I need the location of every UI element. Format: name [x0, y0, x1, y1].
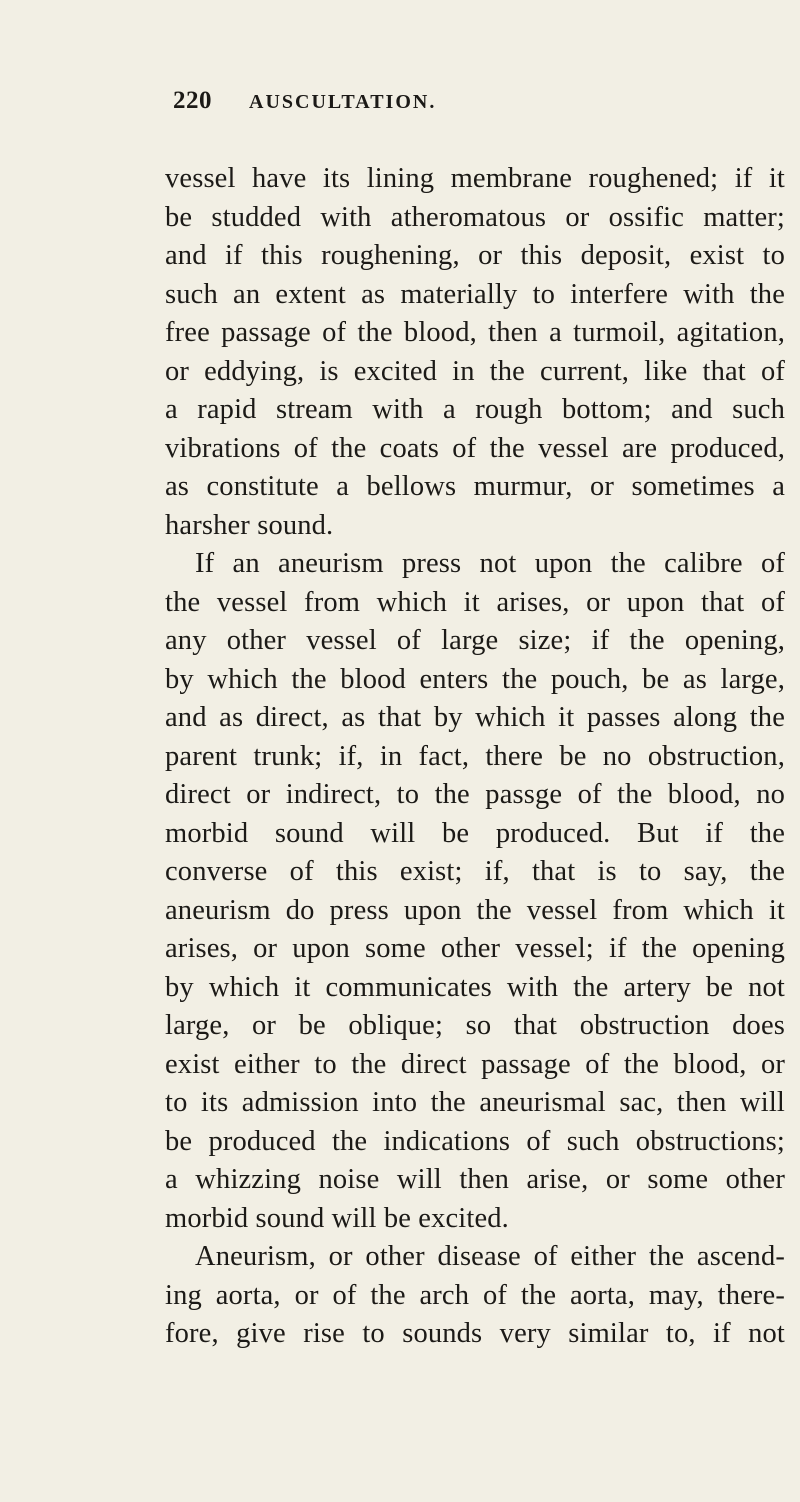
text-line: large, or be oblique; so that obstruction does [165, 1010, 785, 1041]
running-head [173, 87, 773, 127]
text-line: by which it communicates with the artery be not [165, 971, 785, 1003]
body-text [165, 160, 785, 1354]
text-line: vessel have its lining membrane roughened; if it [165, 163, 785, 194]
text-line: by which the blood enters the pouch, be as large, [165, 663, 785, 695]
page-number: 220 [173, 87, 212, 114]
text-line: ing aorta, or of the arch of the aorta, may, there- [165, 1279, 785, 1311]
text-line: and if this roughening, or this deposit, exist to [165, 240, 785, 271]
text-line: a whizzing noise will then arise, or some other [165, 1164, 785, 1195]
text-line: Aneurism, or other disease of either the ascend- [195, 1241, 785, 1272]
text-line: arises, or upon some other vessel; if the opening [165, 933, 785, 964]
text-line: such an extent as materially to interfere with the [165, 278, 785, 310]
text-line: parent trunk; if, in fact, there be no obstruction, [165, 740, 785, 772]
text-line: aneurism do press upon the vessel from which it [165, 894, 785, 926]
running-title: AUSCULTATION. [249, 91, 437, 113]
text-line: as constitute a bellows murmur, or sometimes a [165, 471, 785, 502]
text-line: converse of this exist; if, that is to say, the [165, 856, 785, 887]
text-line: be studded with atheromatous or ossific matter; [165, 201, 785, 233]
text-line: fore, give rise to sounds very similar to, if not [165, 1318, 785, 1349]
text-line: exist either to the direct passage of the blood, or [165, 1048, 785, 1080]
text-line: or eddying, is excited in the current, like that of [165, 355, 785, 387]
text-line: any other vessel of large size; if the opening, [165, 625, 785, 656]
text-line: morbid sound will be excited. [165, 1202, 509, 1234]
text-line: direct or indirect, to the passge of the blood, no [165, 779, 785, 810]
text-line: vibrations of the coats of the vessel are produced, [165, 432, 785, 464]
text-line: free passage of the blood, then a turmoil, agitation, [165, 317, 785, 348]
text-line: to its admission into the aneurismal sac, then will [165, 1087, 785, 1118]
text-line: If an aneurism press not upon the calibre of [195, 548, 785, 579]
text-line: harsher sound. [165, 509, 334, 541]
text-line: the vessel from which it arises, or upon that of [165, 586, 785, 618]
text-line: a rapid stream with a rough bottom; and such [165, 394, 785, 425]
text-line: and as direct, as that by which it passes along the [165, 702, 785, 733]
text-line: morbid sound will be produced. But if the [165, 817, 785, 849]
text-line: be produced the indications of such obstructions; [165, 1125, 785, 1157]
